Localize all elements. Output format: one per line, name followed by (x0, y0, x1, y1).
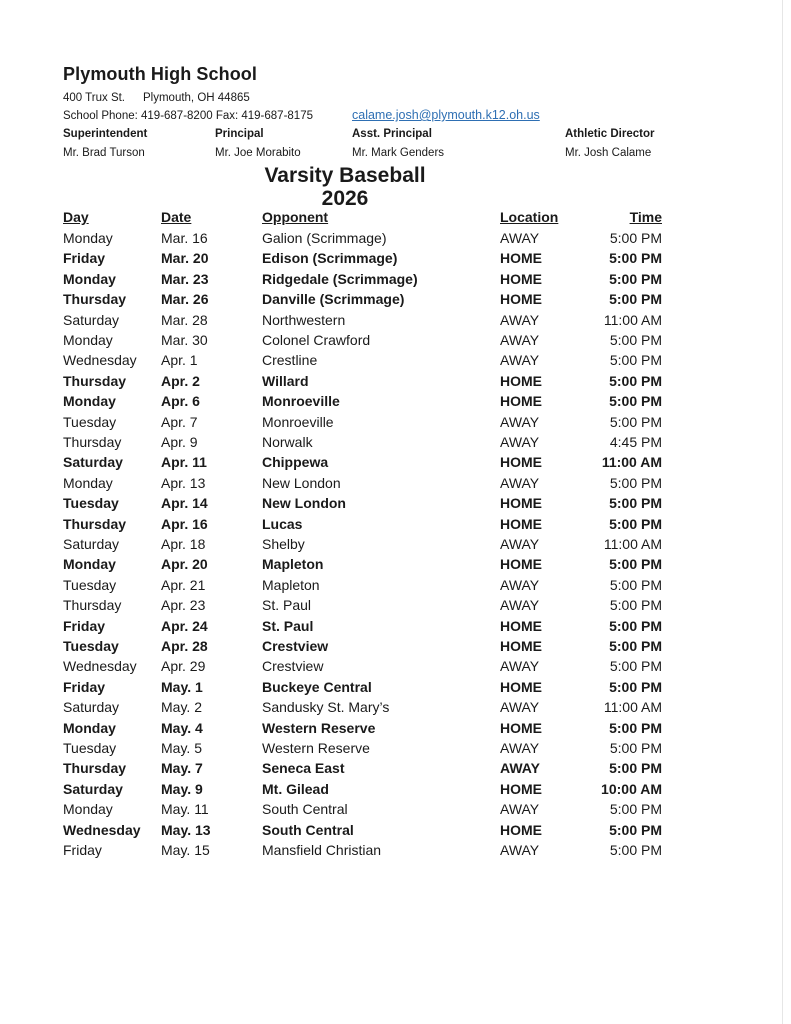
superintendent-label: Superintendent (63, 128, 148, 140)
game-location: HOME (500, 719, 542, 736)
game-location: HOME (500, 556, 542, 573)
game-opponent: Mapleton (262, 556, 324, 573)
game-location: AWAY (500, 434, 540, 450)
game-date: Apr. 14 (161, 495, 208, 512)
game-location: AWAY (500, 576, 540, 593)
game-day: Friday (63, 250, 106, 267)
game-opponent: Mt. Gilead (262, 780, 329, 797)
table-row (0, 699, 791, 719)
game-date: May. 15 (161, 842, 210, 858)
game-location: HOME (500, 270, 542, 287)
game-day: Saturday (63, 454, 123, 471)
table-row (0, 516, 791, 536)
game-time: 5:00 PM (609, 719, 662, 736)
game-opponent: Western Reserve (262, 719, 376, 736)
game-location: HOME (500, 372, 542, 389)
asst-principal-label: Asst. Principal (352, 128, 432, 140)
game-location: HOME (500, 821, 542, 838)
game-location: AWAY (500, 842, 540, 858)
game-location: AWAY (500, 311, 540, 328)
athletic-director-name: Mr. Josh Calame (565, 147, 652, 159)
athletic-director-label: Athletic Director (565, 128, 655, 140)
game-location: HOME (500, 393, 542, 410)
game-date: Apr. 11 (161, 454, 207, 471)
game-date: Apr. 1 (161, 352, 198, 369)
table-row (0, 801, 791, 821)
game-time: 5:00 PM (609, 474, 662, 491)
table-row (0, 271, 791, 291)
game-opponent: Seneca East (262, 760, 345, 777)
game-time: 5:00 PM (609, 821, 662, 838)
game-time: 5:00 PM (609, 230, 662, 246)
game-location: HOME (500, 617, 542, 634)
game-time: 11:00 AM (603, 536, 662, 552)
game-day: Monday (63, 801, 113, 818)
schedule-title: Varsity Baseball (264, 164, 426, 187)
game-date: Apr. 20 (161, 556, 208, 573)
game-day: Thursday (63, 434, 122, 450)
school-city: Plymouth, OH 44865 (143, 92, 250, 104)
game-time: 11:00 AM (601, 454, 662, 471)
game-time: 5:00 PM (609, 658, 662, 675)
asst-principal-name: Mr. Mark Genders (352, 147, 445, 159)
game-location: AWAY (500, 474, 540, 491)
game-location: HOME (500, 638, 542, 654)
game-day: Monday (63, 393, 116, 410)
game-date: Apr. 18 (161, 536, 206, 552)
game-date: Apr. 13 (161, 474, 206, 491)
game-date: Apr. 9 (161, 434, 198, 450)
table-row (0, 679, 791, 699)
game-opponent: New London (262, 474, 341, 491)
game-location: HOME (500, 291, 542, 308)
game-date: Mar. 30 (161, 332, 208, 348)
game-location: AWAY (500, 536, 540, 552)
game-time: 5:00 PM (609, 332, 662, 348)
game-time: 5:00 PM (609, 678, 662, 695)
game-opponent: Ridgedale (Scrimmage) (262, 270, 418, 287)
game-time: 5:00 PM (609, 270, 662, 287)
table-row (0, 291, 791, 311)
column-header-day: Day (63, 209, 89, 225)
column-header-time: Time (629, 209, 662, 225)
game-day: Thursday (63, 291, 127, 308)
game-opponent: Monroeville (262, 393, 340, 410)
game-date: Apr. 16 (161, 515, 208, 532)
game-day: Wednesday (63, 352, 137, 369)
game-time: 5:00 PM (609, 617, 662, 634)
game-time: 5:00 PM (609, 597, 662, 614)
game-location: AWAY (500, 413, 540, 430)
table-row (0, 842, 791, 862)
game-time: 5:00 PM (609, 638, 662, 654)
principal-name: Mr. Joe Morabito (215, 147, 301, 159)
game-time: 5:00 PM (609, 576, 662, 593)
game-time: 5:00 PM (609, 372, 662, 389)
game-day: Tuesday (63, 495, 119, 512)
game-location: AWAY (500, 801, 540, 818)
game-date: Mar. 26 (161, 291, 209, 308)
game-opponent: South Central (262, 821, 354, 838)
table-row (0, 434, 791, 454)
game-day: Monday (63, 556, 116, 573)
table-row (0, 556, 791, 576)
column-header-opponent: Opponent (262, 209, 329, 225)
game-location: AWAY (500, 352, 540, 369)
table-row (0, 577, 791, 597)
game-date: Apr. 21 (161, 576, 206, 593)
table-row (0, 373, 791, 393)
table-row (0, 720, 791, 740)
game-day: Tuesday (63, 638, 119, 654)
game-time: 5:00 PM (609, 413, 662, 430)
column-header-location: Location (500, 209, 559, 225)
game-date: Mar. 20 (161, 250, 209, 267)
table-row (0, 618, 791, 638)
game-date: Apr. 23 (161, 597, 206, 614)
game-day: Monday (63, 719, 116, 736)
table-row (0, 250, 791, 270)
game-opponent: New London (262, 495, 346, 512)
game-opponent: Galion (Scrimmage) (262, 230, 387, 246)
game-date: Apr. 28 (161, 638, 208, 654)
principal-label: Principal (215, 128, 264, 140)
game-opponent: Northwestern (262, 311, 346, 328)
table-row (0, 475, 791, 495)
column-header-date: Date (161, 209, 192, 225)
game-day: Wednesday (63, 658, 137, 675)
game-opponent: Crestview (262, 638, 329, 654)
game-opponent: Buckeye Central (262, 678, 372, 695)
game-date: Apr. 2 (161, 372, 200, 389)
game-opponent: Mapleton (262, 576, 320, 593)
game-opponent: Norwalk (262, 434, 313, 450)
game-day: Friday (63, 678, 106, 695)
game-location: AWAY (500, 597, 540, 614)
game-opponent: Edison (Scrimmage) (262, 250, 398, 267)
table-row (0, 740, 791, 760)
game-date: Apr. 6 (161, 393, 200, 410)
game-date: May. 11 (161, 801, 209, 818)
game-day: Saturday (63, 311, 120, 328)
game-date: May. 13 (161, 821, 211, 838)
table-row (0, 312, 791, 332)
game-opponent: St. Paul (262, 617, 314, 634)
game-day: Friday (63, 842, 102, 858)
game-date: Mar. 28 (161, 311, 208, 328)
game-location: HOME (500, 515, 542, 532)
game-day: Wednesday (63, 821, 141, 838)
game-location: HOME (500, 250, 542, 267)
game-opponent: South Central (262, 801, 348, 818)
game-date: May. 4 (161, 719, 203, 736)
game-location: HOME (500, 495, 542, 512)
table-row (0, 760, 791, 780)
table-row (0, 393, 791, 413)
game-opponent: Willard (262, 372, 309, 389)
table-row (0, 230, 791, 250)
table-row (0, 332, 791, 352)
game-opponent: Sandusky St. Mary’s (262, 699, 390, 716)
game-time: 5:00 PM (609, 291, 662, 308)
game-day: Thursday (63, 515, 127, 532)
game-time: 5:00 PM (609, 250, 662, 267)
school-name: Plymouth High School (63, 64, 257, 84)
table-row (0, 638, 791, 658)
game-time: 5:00 PM (609, 495, 662, 512)
game-date: May. 2 (161, 699, 202, 716)
game-date: Mar. 16 (161, 230, 208, 246)
school-phone-fax: School Phone: 419-687-8200 Fax: 419-687-8175 (63, 110, 313, 122)
game-location: AWAY (500, 658, 540, 675)
game-day: Thursday (63, 372, 127, 389)
game-date: Apr. 29 (161, 658, 206, 675)
game-day: Saturday (63, 699, 120, 716)
game-time: 5:00 PM (609, 515, 662, 532)
game-time: 5:00 PM (609, 352, 662, 369)
game-day: Tuesday (63, 413, 117, 430)
table-row (0, 822, 791, 842)
game-date: May. 1 (161, 678, 203, 695)
game-location: AWAY (500, 760, 540, 777)
school-address: 400 Trux St. (63, 92, 126, 104)
game-date: May. 5 (161, 740, 202, 756)
game-time: 5:00 PM (609, 393, 662, 410)
game-time: 5:00 PM (609, 740, 662, 756)
game-opponent: Monroeville (262, 413, 334, 430)
table-row (0, 495, 791, 515)
game-location: AWAY (500, 740, 540, 756)
game-time: 10:00 AM (601, 780, 662, 797)
game-time: 4:45 PM (609, 434, 662, 450)
game-time: 5:00 PM (609, 801, 662, 818)
game-location: HOME (500, 454, 542, 471)
table-row (0, 658, 791, 678)
game-day: Tuesday (63, 740, 117, 756)
game-day: Monday (63, 474, 113, 491)
game-opponent: Shelby (262, 536, 305, 552)
game-date: Mar. 23 (161, 270, 209, 287)
game-opponent: Mansfield Christian (262, 842, 382, 858)
game-location: HOME (500, 780, 542, 797)
game-day: Monday (63, 332, 113, 348)
game-day: Saturday (63, 536, 120, 552)
schedule-year: 2026 (321, 187, 369, 210)
table-row (0, 352, 791, 372)
table-row (0, 414, 791, 434)
game-time: 11:00 AM (603, 699, 662, 716)
game-day: Monday (63, 230, 113, 246)
game-date: May. 7 (161, 760, 203, 777)
table-row (0, 454, 791, 474)
game-opponent: Crestview (262, 658, 324, 675)
game-time: 11:00 AM (603, 311, 662, 328)
game-opponent: Danville (Scrimmage) (262, 291, 405, 308)
table-row (0, 597, 791, 617)
game-date: May. 9 (161, 780, 203, 797)
game-opponent: Crestline (262, 352, 318, 369)
game-date: Apr. 7 (161, 413, 198, 430)
superintendent-name: Mr. Brad Turson (63, 147, 145, 159)
game-day: Thursday (63, 760, 127, 777)
table-row (0, 536, 791, 556)
game-location: HOME (500, 678, 542, 695)
game-time: 5:00 PM (609, 842, 662, 858)
game-opponent: Colonel Crawford (262, 332, 371, 348)
game-location: AWAY (500, 332, 540, 348)
game-date: Apr. 24 (161, 617, 208, 634)
game-time: 5:00 PM (609, 760, 662, 777)
table-row (0, 781, 791, 801)
game-day: Thursday (63, 597, 122, 614)
game-location: AWAY (500, 699, 540, 716)
game-day: Monday (63, 270, 116, 287)
game-time: 5:00 PM (609, 556, 662, 573)
game-location: AWAY (500, 230, 540, 246)
athletic-director-email-link[interactable]: calame.josh@plymouth.k12.oh.us (352, 108, 540, 122)
game-day: Saturday (63, 780, 123, 797)
game-day: Tuesday (63, 576, 117, 593)
game-opponent: Chippewa (262, 454, 329, 471)
game-opponent: Lucas (262, 515, 303, 532)
game-opponent: St. Paul (262, 597, 312, 614)
game-opponent: Western Reserve (262, 740, 370, 756)
game-day: Friday (63, 617, 106, 634)
